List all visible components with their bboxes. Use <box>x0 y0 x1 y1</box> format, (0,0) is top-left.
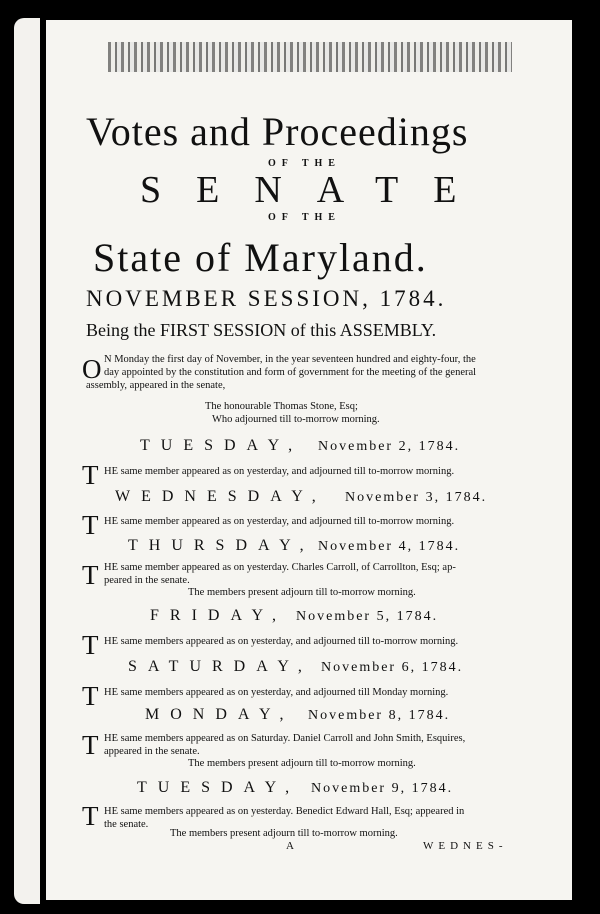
entry-dropcap: T <box>82 460 99 490</box>
entry-text: HE same members appeared as on yesterday. Benedict Edward Hall, Esq; appeared in <box>104 806 465 817</box>
document-title: Votes and Proceedings <box>86 109 469 154</box>
senate-heading: SENATE <box>140 169 492 211</box>
intro-adjourn: Who adjourned till to-morrow morning. <box>212 414 380 425</box>
entry-text: HE same members appeared as on yesterday, and adjourned till Monday morning. <box>104 687 449 698</box>
entry-text: HE same members appeared as on Saturday. Daniel Carroll and John Smith, Esquires, <box>104 733 466 744</box>
entry-date: November 9, 1784. <box>311 781 454 796</box>
entry-text: HE same member appeared as on yesterday, and adjourned till to-morrow morning. <box>104 466 455 477</box>
intro-line-2: day appointed by the constitution and form of government for the meeting of the general <box>104 367 477 378</box>
entry-date: November 2, 1784. <box>318 439 461 454</box>
intro-line-1: N Monday the first day of November, in the year seventeen hundred and eighty-four, the <box>104 354 476 365</box>
intro-member: The honourable Thomas Stone, Esq; <box>205 401 358 412</box>
session-heading: NOVEMBER SESSION, 1784. <box>86 286 447 311</box>
torn-header-band <box>108 42 512 72</box>
entry-dropcap: T <box>82 801 99 831</box>
intro-dropcap: O <box>82 354 102 384</box>
entry-day: TUESDAY, <box>137 779 301 796</box>
entry-date: November 8, 1784. <box>308 708 451 723</box>
entry-day: WEDNESDAY, <box>115 488 327 505</box>
of-the-2: OF THE <box>268 212 341 223</box>
entry-adjourn: The members present adjourn till to-morrow morning. <box>170 828 398 839</box>
state-heading: State of Maryland. <box>93 235 428 280</box>
entry-adjourn: The members present adjourn till to-morrow morning. <box>188 587 416 598</box>
catchword: WEDNES- <box>423 840 508 852</box>
entry-dropcap: T <box>82 560 99 590</box>
entry-adjourn: The members present adjourn till to-morrow morning. <box>188 758 416 769</box>
entry-date: November 6, 1784. <box>321 660 464 675</box>
of-the-1: OF THE <box>268 158 341 169</box>
entry-dropcap: T <box>82 510 99 540</box>
entry-date: November 5, 1784. <box>296 609 439 624</box>
entry-text: appeared in the senate. <box>104 746 200 757</box>
intro-line-3: assembly, appeared in the senate, <box>86 380 226 391</box>
entry-day: THURSDAY, <box>128 537 315 554</box>
entry-text: HE same members appeared as on yesterday, and adjourned till to-morrow morning. <box>104 636 459 647</box>
entry-text: the senate. <box>104 819 149 830</box>
entry-text: peared in the senate. <box>104 575 190 586</box>
entry-dropcap: T <box>82 630 99 660</box>
assembly-subtitle: Being the FIRST SESSION of this ASSEMBLY. <box>86 320 437 340</box>
entry-dropcap: T <box>82 730 99 760</box>
signature-mark: A <box>286 840 299 852</box>
entry-dropcap: T <box>82 681 99 711</box>
entry-day: FRIDAY, <box>150 607 288 624</box>
entry-day: TUESDAY, <box>140 437 304 454</box>
entry-day: SATURDAY, <box>128 658 313 675</box>
entry-text: HE same member appeared as on yesterday. Charles Carroll, of Carrollton, Esq; ap- <box>104 562 456 573</box>
entry-date: November 4, 1784. <box>318 539 461 554</box>
entry-date: November 3, 1784. <box>345 490 488 505</box>
entry-text: HE same member appeared as on yesterday, and adjourned till to-morrow morning. <box>104 516 455 527</box>
entry-day: MONDAY, <box>145 706 295 723</box>
